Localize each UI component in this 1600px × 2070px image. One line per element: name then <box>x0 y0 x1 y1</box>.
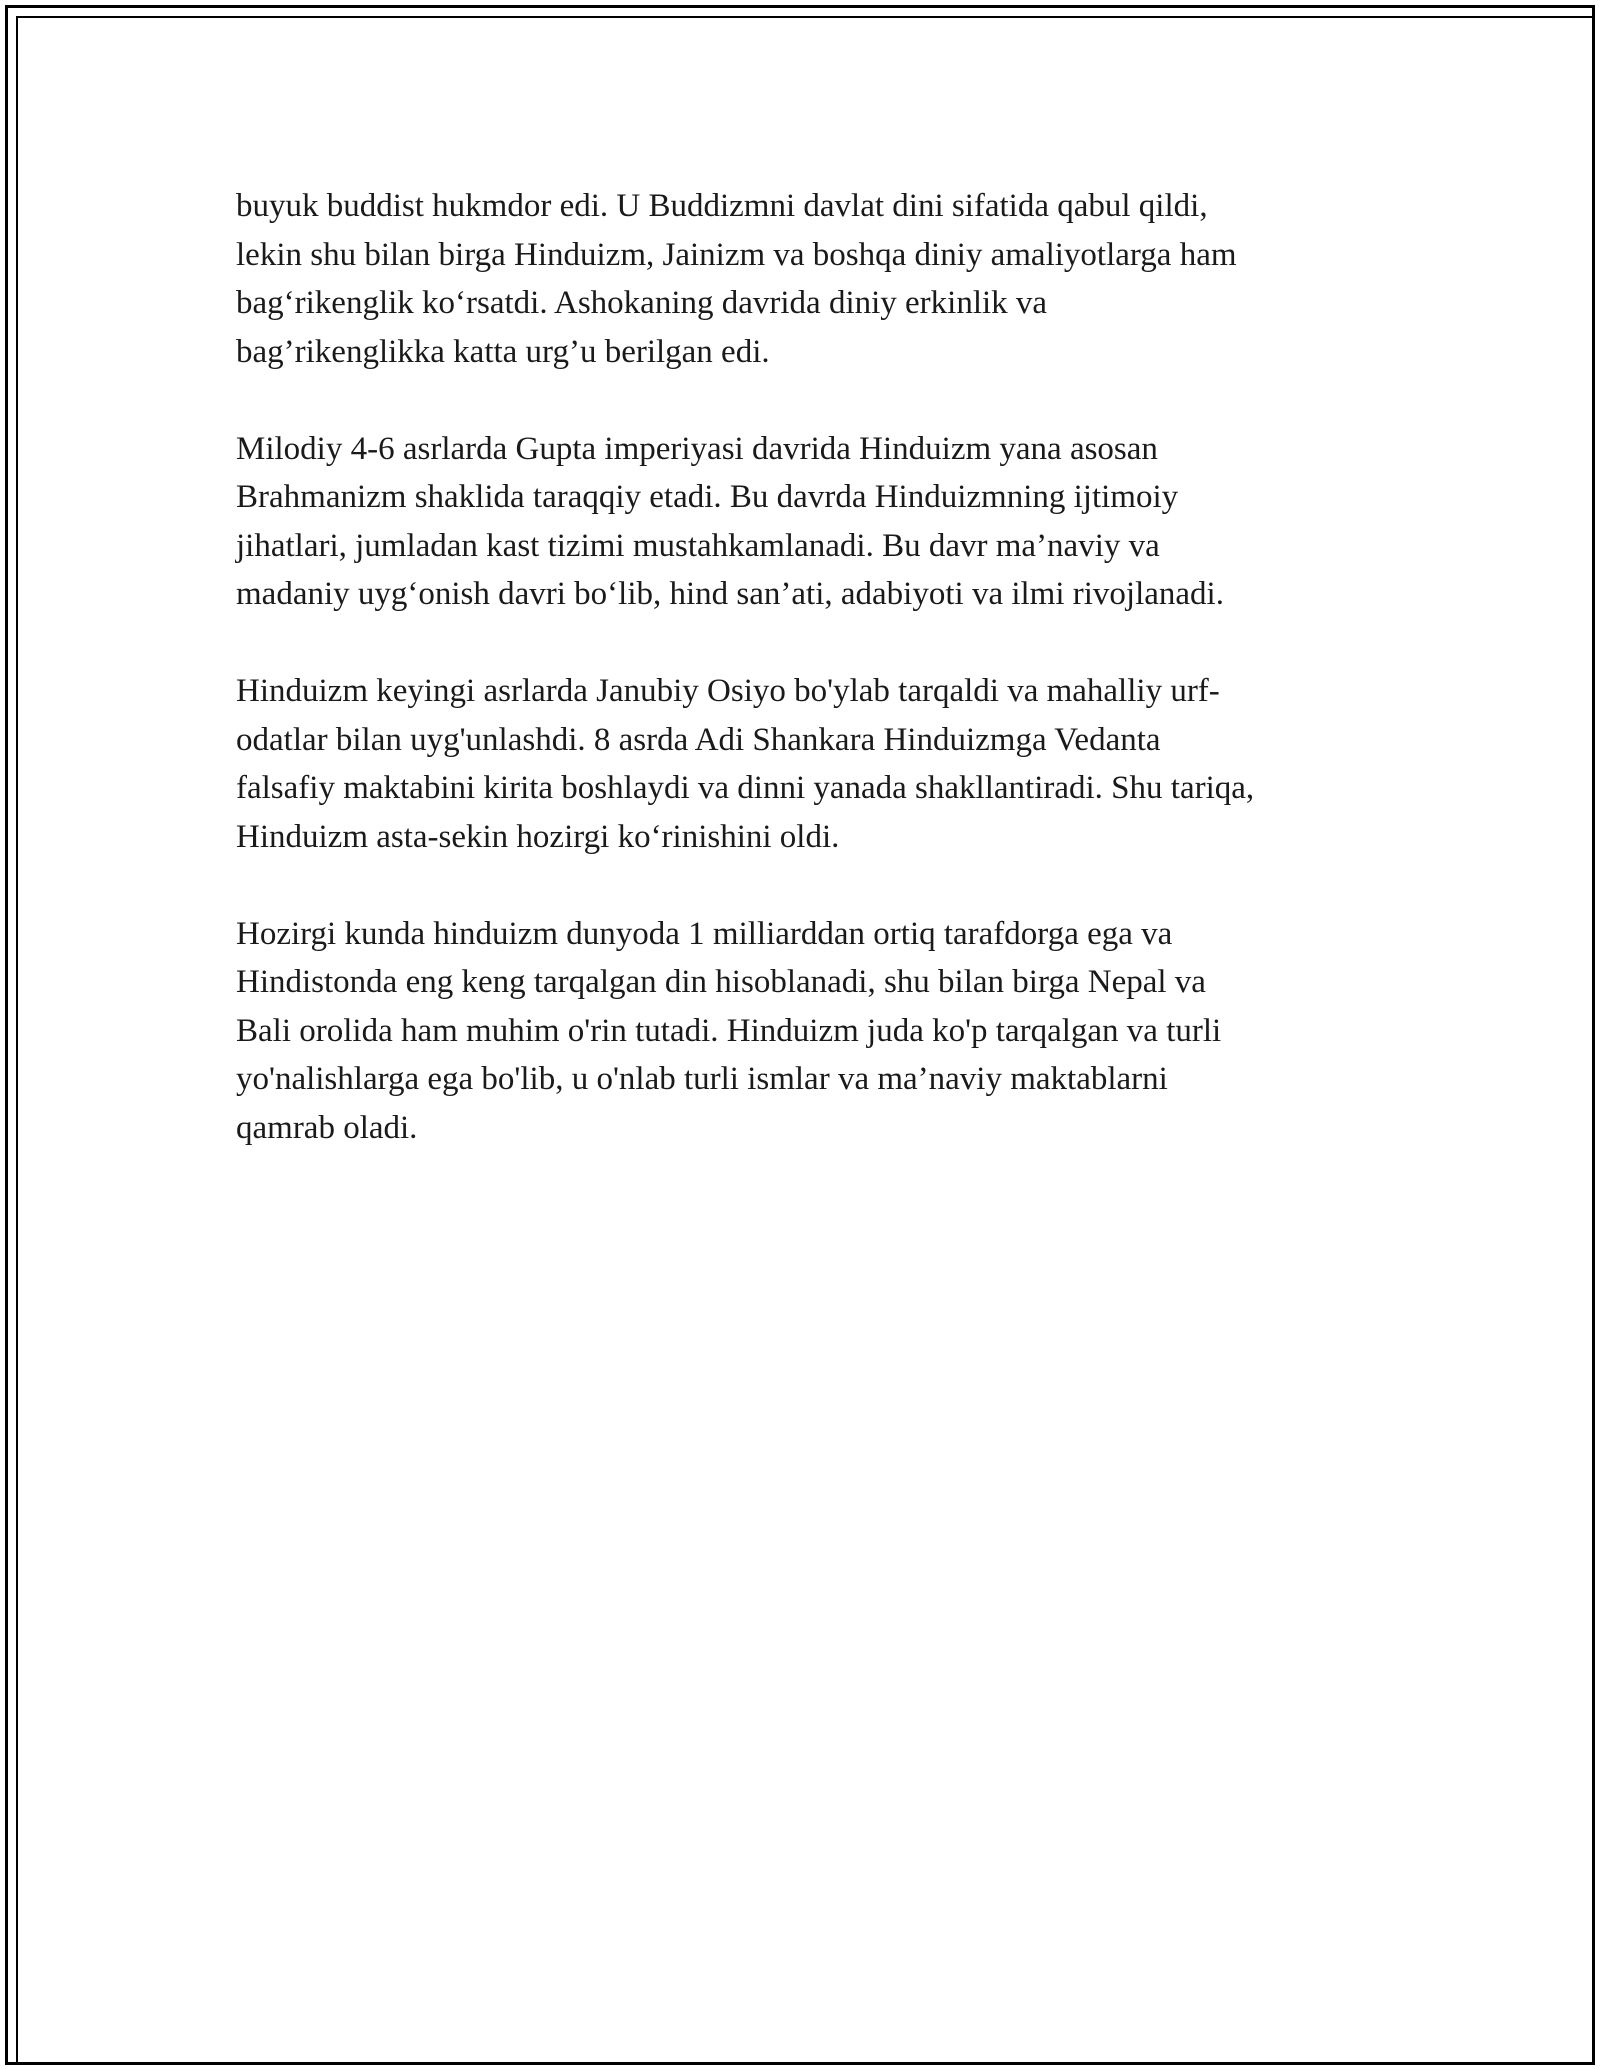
text-line: Hindistonda eng keng tarqalgan din hisoblanadi, shu bilan birga Nepal va <box>236 964 1206 1000</box>
paragraph-1 <box>236 182 1376 376</box>
paragraph-2 <box>236 425 1376 619</box>
document-body <box>236 182 1376 1201</box>
text-line: bag‘rikenglik ko‘rsatdi. Ashokaning davrida diniy erkinlik va <box>236 285 1048 321</box>
paragraph-4 <box>236 910 1376 1153</box>
text-line: Milodiy 4-6 asrlarda Gupta imperiyasi davrida Hinduizm yana asosan <box>236 430 1158 467</box>
text-line: yo'nalishlarga ega bo'lib, u o'nlab turli ismlar va ma’naviy maktablarni <box>236 1061 1168 1097</box>
text-line: Bali orolida ham muhim o'rin tutadi. Hinduizm juda ko'p tarqalgan va turli <box>236 1012 1222 1049</box>
text-line: lekin shu bilan birga Hinduizm, Jainizm va boshqa diniy amaliyotlarga ham <box>236 236 1237 273</box>
text-line: jihatlari, jumladan kast tizimi mustahkamlanadi. Bu davr ma’naviy va <box>236 527 1160 564</box>
text-line: Hinduizm asta-sekin hozirgi ko‘rinishini oldi. <box>236 818 840 855</box>
text-line: buyuk buddist hukmdor edi. U Buddizmni davlat dini sifatida qabul qildi, <box>236 188 1208 224</box>
text-line: qamrab oladi. <box>236 1109 418 1146</box>
text-line: bag’rikenglikka katta urg’u berilgan edi. <box>236 333 770 370</box>
paragraph-3 <box>236 667 1376 861</box>
text-line: Hinduizm keyingi asrlarda Janubiy Osiyo bo'ylab tarqaldi va mahalliy urf- <box>236 673 1220 709</box>
text-line: Hozirgi kunda hinduizm dunyoda 1 milliarddan ortiq tarafdorga ega va <box>236 915 1173 952</box>
text-line: falsafiy maktabini kirita boshlaydi va dinni yanada shakllantiradi. Shu tariqa, <box>236 770 1255 806</box>
text-line: Brahmanizm shaklida taraqqiy etadi. Bu davrda Hinduizmning ijtimoiy <box>236 479 1179 515</box>
text-line: odatlar bilan uyg'unlashdi. 8 asrda Adi Shankara Hinduizmga Vedanta <box>236 721 1161 758</box>
text-line: madaniy uyg‘onish davri bo‘lib, hind san’ati, adabiyoti va ilmi rivojlanadi. <box>236 576 1224 612</box>
